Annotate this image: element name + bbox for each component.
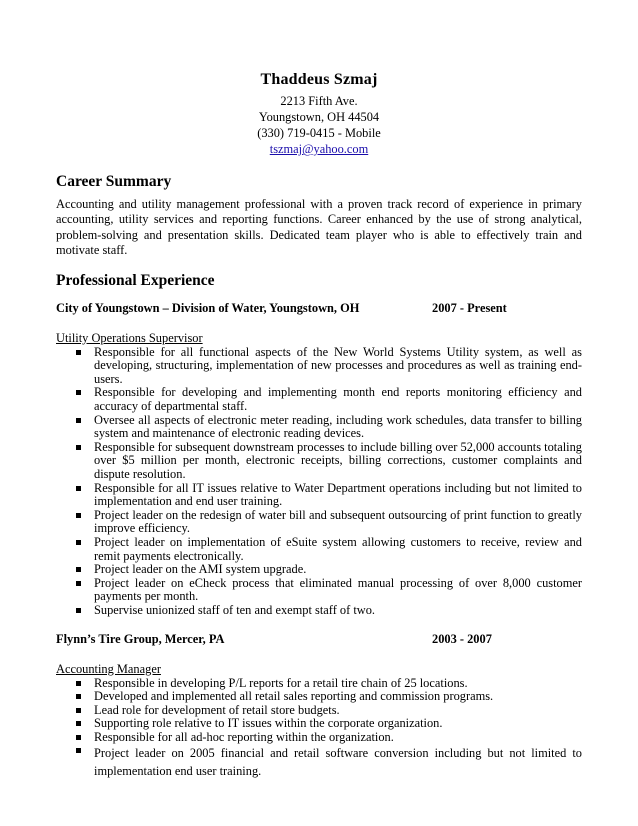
address-line-1: 2213 Fifth Ave.	[280, 94, 358, 108]
career-summary-heading: Career Summary	[56, 173, 172, 190]
job-entry	[56, 300, 582, 618]
list-item: Project leader on 2005 financial and retail software conversion including but not limited to implementation end user training.	[94, 746, 582, 779]
job-entry	[56, 631, 582, 781]
list-item: Responsible for all functional aspects of the New World Systems Utility system, as well as developing, structuring, implementation of new processes and procedures as well as training end-users.	[94, 344, 582, 386]
list-item: Supporting role relative to IT issues within the corporate organization.	[94, 717, 582, 731]
job-title: Accounting Manager	[56, 661, 161, 676]
list-item: Project leader on implementation of eSuite system allowing customers to receive, review and remit payments electronically.	[94, 534, 582, 563]
resume-header	[56, 70, 582, 157]
list-item: Responsible in developing P/L reports for a retail tire chain of 25 locations.	[94, 677, 582, 691]
job-employer: Flynn’s Tire Group, Mercer, PA	[56, 631, 225, 646]
candidate-name: Thaddeus Szmaj	[260, 71, 378, 88]
list-item: Project leader on the AMI system upgrade.	[94, 563, 582, 577]
experience-heading: Professional Experience	[56, 271, 215, 289]
job-dates: 2003 - 2007	[432, 631, 492, 646]
email-link[interactable]: tszmaj@yahoo.com	[269, 142, 369, 156]
list-item: Responsible for subsequent downstream processes to include billing over 52,000 accounts totaling over $5 million per month, electronic receipts, billing corrections, customer complaints and dispute resolution.	[94, 439, 582, 481]
address-line-2: Youngstown, OH 44504	[258, 110, 380, 124]
job-employer: City of Youngstown – Division of Water, Youngstown, OH	[56, 300, 360, 315]
job-header	[56, 300, 582, 316]
job-dates: 2007 - Present	[432, 300, 507, 315]
list-item: Oversee all aspects of electronic meter reading, including work schedules, data transfer to billing system and maintenance of electronic reading devices.	[94, 412, 582, 441]
job-header	[56, 631, 582, 647]
job-bullet-list	[56, 346, 582, 618]
list-item: Developed and implemented all retail sales reporting and commission programs.	[94, 690, 582, 704]
list-item: Supervise unionized staff of ten and exempt staff of two.	[94, 604, 582, 618]
list-item: Responsible for developing and implementing month end reports monitoring efficiency and accuracy of departmental staff.	[94, 385, 582, 413]
career-summary-text: Accounting and utility management professional with a proven track record of experience in primary accounting, utility services and reporting functions. Career enhanced by the use of strong analytical, problem-solving and presentation skills. Dedicated team player who is able to effectively train and motivate staff.	[56, 197, 582, 258]
list-item: Responsible for all IT issues relative to Water Department operations including but not limited to implementation and end user training.	[94, 480, 582, 509]
list-item: Project leader on the redesign of water bill and subsequent outsourcing of print function to greatly improve efficiency.	[94, 507, 582, 536]
list-item: Project leader on eCheck process that eliminated manual processing of over 8,000 customer payments per month.	[94, 575, 582, 604]
job-title: Utility Operations Supervisor	[56, 330, 203, 345]
phone-number: (330) 719-0415 - Mobile	[257, 126, 381, 140]
list-item: Responsible for all ad-hoc reporting within the organization.	[94, 731, 582, 745]
job-bullet-list	[56, 677, 582, 781]
list-item: Lead role for development of retail store budgets.	[94, 704, 582, 718]
